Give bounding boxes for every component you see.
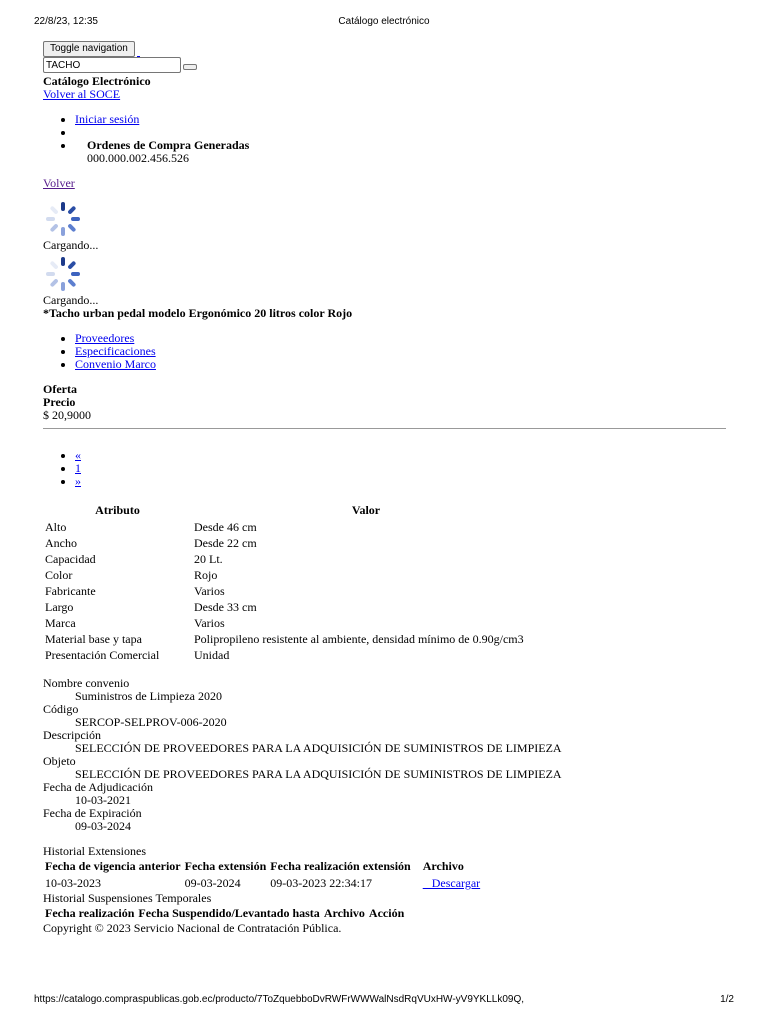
divider: [43, 428, 726, 429]
tab-convenio-marco-link[interactable]: Convenio Marco: [75, 357, 156, 371]
tab-proveedores-link[interactable]: Proveedores: [75, 331, 135, 345]
offer-label: Oferta: [43, 382, 77, 396]
table-row: [43, 583, 540, 599]
attribute-name: Marca: [45, 616, 76, 630]
convenio-value: SELECCIÓN DE PROVEEDORES PARA LA ADQUISICIÓN DE SUMINISTROS DE LIMPIEZA: [75, 741, 562, 755]
pagination-prev-link[interactable]: «: [75, 448, 81, 462]
print-datetime: 22/8/23, 12:35: [34, 16, 98, 27]
orders-title: • Ordenes de Compra Generadas: [87, 138, 250, 152]
search-button[interactable]: [183, 64, 197, 70]
attribute-name: Ancho: [45, 536, 77, 550]
table-row: [43, 567, 540, 583]
print-doc-title: Catálogo electrónico: [338, 16, 430, 27]
table-row: [43, 519, 540, 535]
user-nav: [43, 113, 728, 165]
back-to-soce-link[interactable]: Volver al SOCE: [43, 87, 121, 101]
product-tabs: [43, 332, 728, 371]
table-row: [43, 631, 540, 647]
pagination: [43, 449, 728, 488]
suspensions-table: [43, 905, 406, 922]
extensions-title: Historial Extensiones: [43, 844, 146, 858]
attributes-table: [43, 502, 540, 663]
convenio-label: Objeto: [43, 754, 76, 768]
loading-text-1: Cargando...: [43, 238, 99, 252]
loader-1: [43, 199, 728, 239]
brand-title: Catálogo Electrónico: [43, 74, 151, 88]
extensions-header: Fecha de vigencia anterior: [45, 859, 181, 873]
pagination-next-link[interactable]: »: [75, 474, 81, 488]
suspensions-header: Acción: [368, 906, 405, 920]
attribute-value: Desde 33 cm: [194, 600, 257, 614]
navbar-top: [43, 40, 728, 57]
convenio-value: SERCOP-SELPROV-006-2020: [75, 715, 227, 729]
convenio-value: SELECCIÓN DE PROVEEDORES PARA LA ADQUISICIÓN DE SUMINISTROS DE LIMPIEZA: [75, 767, 562, 781]
download-link[interactable]: Descargar: [422, 876, 481, 890]
table-row: [43, 647, 540, 663]
print-page-number: 1/2: [720, 994, 734, 1005]
attributes-header-row: [43, 502, 540, 519]
attribute-name: Capacidad: [45, 552, 96, 566]
extension-cell: 10-03-2023: [45, 876, 101, 890]
page-content: [43, 40, 728, 935]
search-input[interactable]: [43, 57, 181, 73]
suspensions-header: Archivo: [323, 906, 365, 920]
pagination-prev: [75, 449, 728, 462]
extensions-header: Fecha realización extensión: [270, 859, 411, 873]
table-row: [43, 535, 540, 551]
attribute-name: Alto: [45, 520, 67, 534]
table-row: [43, 615, 540, 631]
extensions-header: Fecha extensión: [184, 859, 267, 873]
attribute-name: Material base y tapa: [45, 632, 142, 646]
tab-especificaciones: [75, 345, 728, 358]
print-header: [0, 16, 768, 30]
price-label: Precio: [43, 395, 76, 409]
convenio-details: [43, 677, 728, 833]
table-row: [43, 875, 482, 892]
attribute-value: Rojo: [194, 568, 218, 582]
attribute-value: 20 Lt.: [194, 552, 223, 566]
attribute-name: Color: [45, 568, 73, 582]
table-row: [43, 551, 540, 567]
suspensions-header: Fecha realización: [45, 906, 135, 920]
attributes-header-valor: Valor: [351, 503, 381, 517]
pagination-next: [75, 475, 728, 488]
tab-especificaciones-link[interactable]: Especificaciones: [75, 344, 156, 358]
tab-convenio-marco: [75, 358, 728, 371]
extensions-header: Archivo: [422, 859, 464, 873]
attribute-value: Desde 22 cm: [194, 536, 257, 550]
attribute-name: Fabricante: [45, 584, 96, 598]
product-title: *Tacho urban pedal modelo Ergonómico 20 litros color Rojo: [43, 306, 353, 320]
login-link[interactable]: Iniciar sesión: [75, 112, 140, 126]
pagination-page-1-link[interactable]: 1: [75, 461, 81, 475]
extensions-header-row: [43, 858, 482, 875]
orders-value: 000.000.002.456.526: [87, 151, 189, 165]
toggle-navigation-button[interactable]: Toggle navigation: [43, 41, 135, 57]
extension-cell: 09-03-2023 22:34:17: [270, 876, 372, 890]
nav-item-login: [75, 113, 728, 126]
attribute-value: Varios: [194, 584, 225, 598]
convenio-label: Código: [43, 702, 79, 716]
attribute-value: Polipropileno resistente al ambiente, densidad mínimo de 0.90g/cm3: [194, 632, 524, 646]
attributes-header-atributo: Atributo: [95, 503, 140, 517]
copyright: Copyright © 2023 Servicio Nacional de Contratación Pública.: [43, 921, 342, 935]
convenio-value: Suministros de Limpieza 2020: [75, 689, 222, 703]
convenio-label: Descripción: [43, 728, 101, 742]
convenio-label: Fecha de Expiración: [43, 806, 142, 820]
loading-text-2: Cargando...: [43, 293, 99, 307]
suspensions-title: Historial Suspensiones Temporales: [43, 891, 212, 905]
tab-proveedores: [75, 332, 728, 345]
attribute-value: Desde 46 cm: [194, 520, 257, 534]
convenio-label: Fecha de Adjudicación: [43, 780, 153, 794]
convenio-value: 10-03-2021: [75, 793, 131, 807]
suspensions-header: Fecha Suspendido/Levantado hasta: [138, 906, 320, 920]
loading-spinner-icon: [43, 199, 83, 239]
convenio-value: 09-03-2024: [75, 819, 131, 833]
search-row: [43, 57, 728, 75]
price-value: $ 20,9000: [43, 408, 91, 422]
attribute-name: Presentación Comercial: [45, 648, 160, 662]
print-url: https://catalogo.compraspublicas.gob.ec/producto/7ToZquebboDvRWFrWWWalNsdRqVUxHW-yV9YKLLk09Q,: [34, 994, 525, 1005]
loader-2: [43, 254, 728, 294]
attribute-value: Varios: [194, 616, 225, 630]
print-footer: [0, 994, 768, 1008]
suspensions-header-row: [43, 905, 406, 922]
pagination-page: [75, 462, 728, 475]
back-link[interactable]: Volver: [43, 176, 75, 190]
attribute-value: Unidad: [194, 648, 230, 662]
extension-cell: 09-03-2024: [184, 876, 241, 890]
nav-item-orders: [75, 139, 728, 165]
extensions-table: [43, 858, 482, 892]
convenio-label: Nombre convenio: [43, 676, 130, 690]
attribute-name: Largo: [45, 600, 74, 614]
loading-spinner-icon: [43, 254, 83, 294]
brand-link-empty[interactable]: [137, 46, 140, 57]
table-row: [43, 599, 540, 615]
